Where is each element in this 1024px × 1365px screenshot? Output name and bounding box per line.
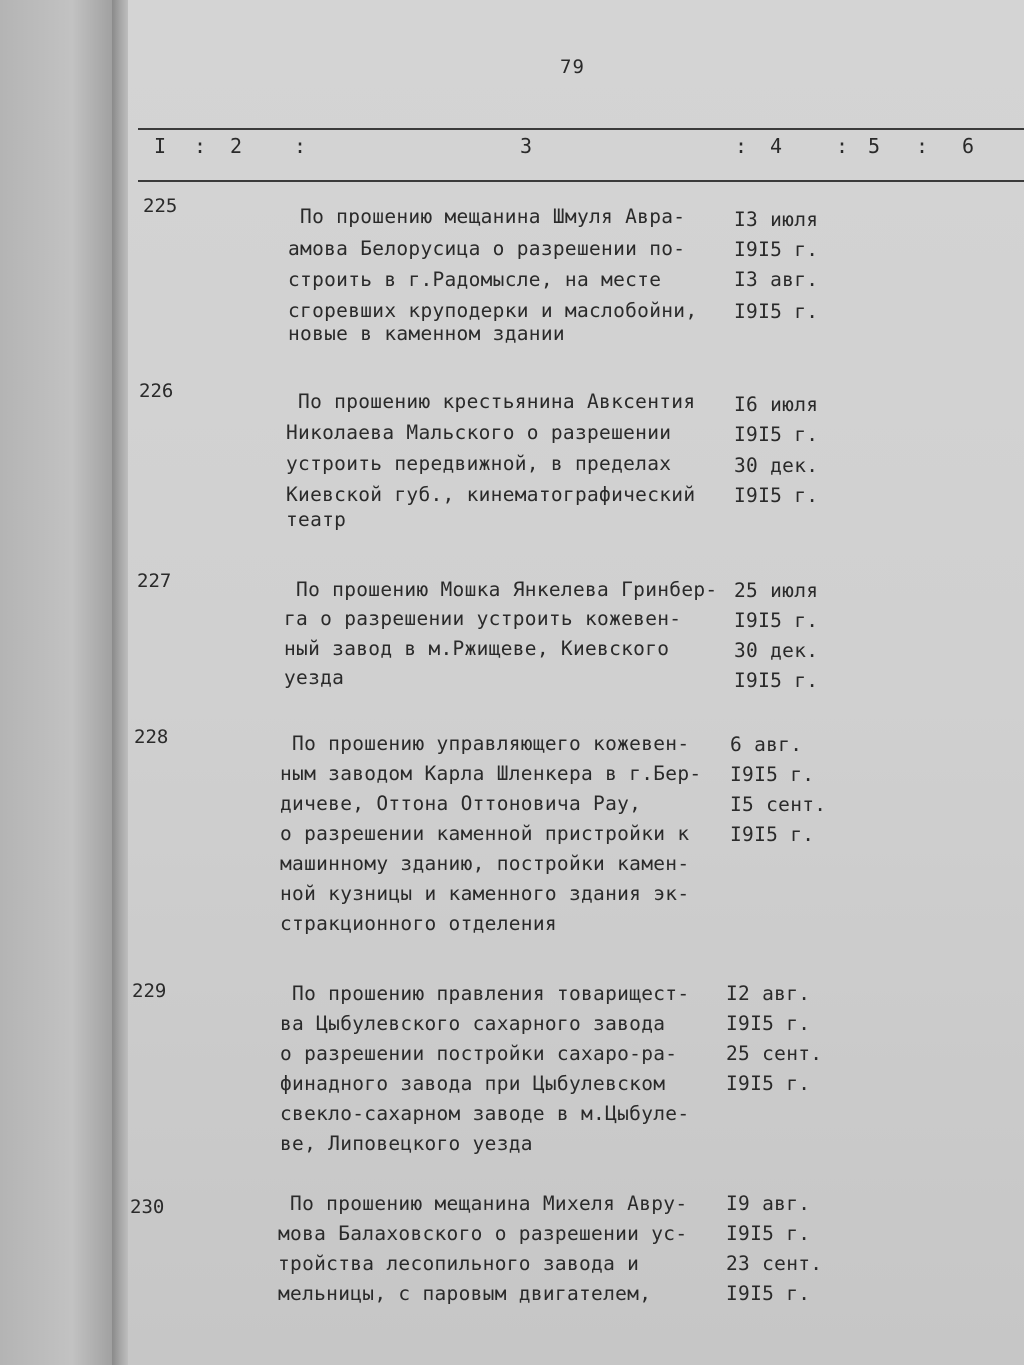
entry-text-line: По прошению мещанина Михеля Авру-: [278, 1192, 688, 1215]
entry-text-line: По прошению крестьянина Авксентия: [286, 390, 696, 413]
entry-text-line: тройства лесопильного завода и: [278, 1252, 640, 1275]
entry-text-line: свекло-сахарном заводе в м.Цыбуле-: [280, 1102, 690, 1125]
entry-text-line: ной кузницы и каменного здания эк-: [280, 882, 690, 905]
entry-date: I9I5 г.: [726, 1282, 811, 1305]
entry-date: I9I5 г.: [726, 1222, 811, 1245]
column-header-4: 4: [770, 134, 783, 158]
table-header-top-rule: [138, 128, 1024, 130]
column-separator: :: [916, 134, 929, 158]
entry-text-line: дичеве, Оттона Оттоновича Рау,: [280, 792, 642, 815]
entry-text-line: По прошению управляющего кожевен-: [280, 732, 690, 755]
column-header-3: 3: [520, 134, 533, 158]
entry-text-line: театр: [286, 508, 347, 531]
table-header-bottom-rule: [138, 180, 1024, 182]
entry-date: I9I5 г.: [730, 763, 815, 786]
entry-date: I9I5 г.: [734, 423, 819, 446]
entry-text-line: амова Белорусица о разрешении по-: [288, 237, 686, 260]
entry-number: 229: [132, 980, 167, 1002]
entry-text-line: стракционного отделения: [280, 912, 557, 935]
entry-date: I6 июля: [734, 393, 819, 416]
entry-text-line: устроить передвижной, в пределах: [286, 452, 672, 475]
entry-number: 227: [137, 570, 172, 592]
entry-date: I3 авг.: [734, 268, 819, 291]
entry-text-line: Николаева Мальского о разрешении: [286, 421, 672, 444]
entry-date: 25 июля: [734, 579, 819, 602]
entry-date: I2 авг.: [726, 982, 811, 1005]
entry-text-line: сгоревших круподерки и маслобойни,: [288, 299, 698, 322]
entry-date: I9I5 г.: [734, 609, 819, 632]
entry-text-line: ве, Липовецкого уезда: [280, 1132, 533, 1155]
column-separator: :: [735, 134, 748, 158]
entry-date: I9I5 г.: [726, 1012, 811, 1035]
facing-page-edge: [0, 0, 120, 1365]
column-header-6: 6: [962, 134, 975, 158]
column-separator: :: [194, 134, 207, 158]
entry-text-line: По прошению правления товарищест-: [280, 982, 690, 1005]
entry-text-line: ный завод в м.Ржищеве, Киевского: [284, 637, 670, 660]
entry-date: 25 сент.: [726, 1042, 823, 1065]
entry-number: 228: [134, 726, 169, 748]
entry-date: 23 сент.: [726, 1252, 823, 1275]
entry-date: I3 июля: [734, 208, 819, 231]
entry-text-line: строить в г.Радомысле, на месте: [288, 268, 662, 291]
entry-date: 30 дек.: [734, 454, 819, 477]
entry-number: 226: [139, 380, 174, 402]
entry-text-line: машинному зданию, постройки камен-: [280, 852, 690, 875]
entry-text-line: По прошению Мошка Янкелева Гринбер-: [284, 578, 718, 601]
entry-date: I5 сент.: [730, 793, 827, 816]
entry-date: I9I5 г.: [726, 1072, 811, 1095]
column-header-2: 2: [230, 134, 243, 158]
column-header-1: I: [154, 134, 167, 158]
entry-text-line: ва Цыбулевского сахарного завода: [280, 1012, 666, 1035]
entry-date: I9I5 г.: [734, 300, 819, 323]
entry-text-line: ным заводом Карла Шленкера в г.Бер-: [280, 762, 702, 785]
entry-text-line: По прошению мещанина Шмуля Авра-: [288, 205, 686, 228]
entry-text-line: Киевской губ., кинематографический: [286, 483, 696, 506]
entry-number: 230: [130, 1196, 165, 1218]
column-separator: :: [836, 134, 849, 158]
entry-date: 30 дек.: [734, 639, 819, 662]
entry-text-line: уезда: [284, 666, 345, 689]
entry-text-line: о разрешении постройки сахаро-ра-: [280, 1042, 678, 1065]
column-separator: :: [294, 134, 307, 158]
page-number: 79: [560, 56, 585, 78]
column-header-5: 5: [868, 134, 881, 158]
entry-text-line: финадного завода при Цыбулевском: [280, 1072, 666, 1095]
entry-date: I9I5 г.: [734, 484, 819, 507]
entry-date: I9I5 г.: [730, 823, 815, 846]
entry-date: I9I5 г.: [734, 238, 819, 261]
entry-date: I9 авг.: [726, 1192, 811, 1215]
entry-text-line: га о разрешении устроить кожевен-: [284, 607, 682, 630]
entry-text-line: мова Балаховского о разрешении ус-: [278, 1222, 688, 1245]
entry-date: 6 авг.: [730, 733, 803, 756]
entry-text-line: новые в каменном здании: [288, 322, 565, 345]
entry-text-line: мельницы, с паровым двигателем,: [278, 1282, 652, 1305]
entry-text-line: о разрешении каменной пристройки к: [280, 822, 690, 845]
entry-date: I9I5 г.: [734, 669, 819, 692]
entry-number: 225: [143, 195, 178, 217]
